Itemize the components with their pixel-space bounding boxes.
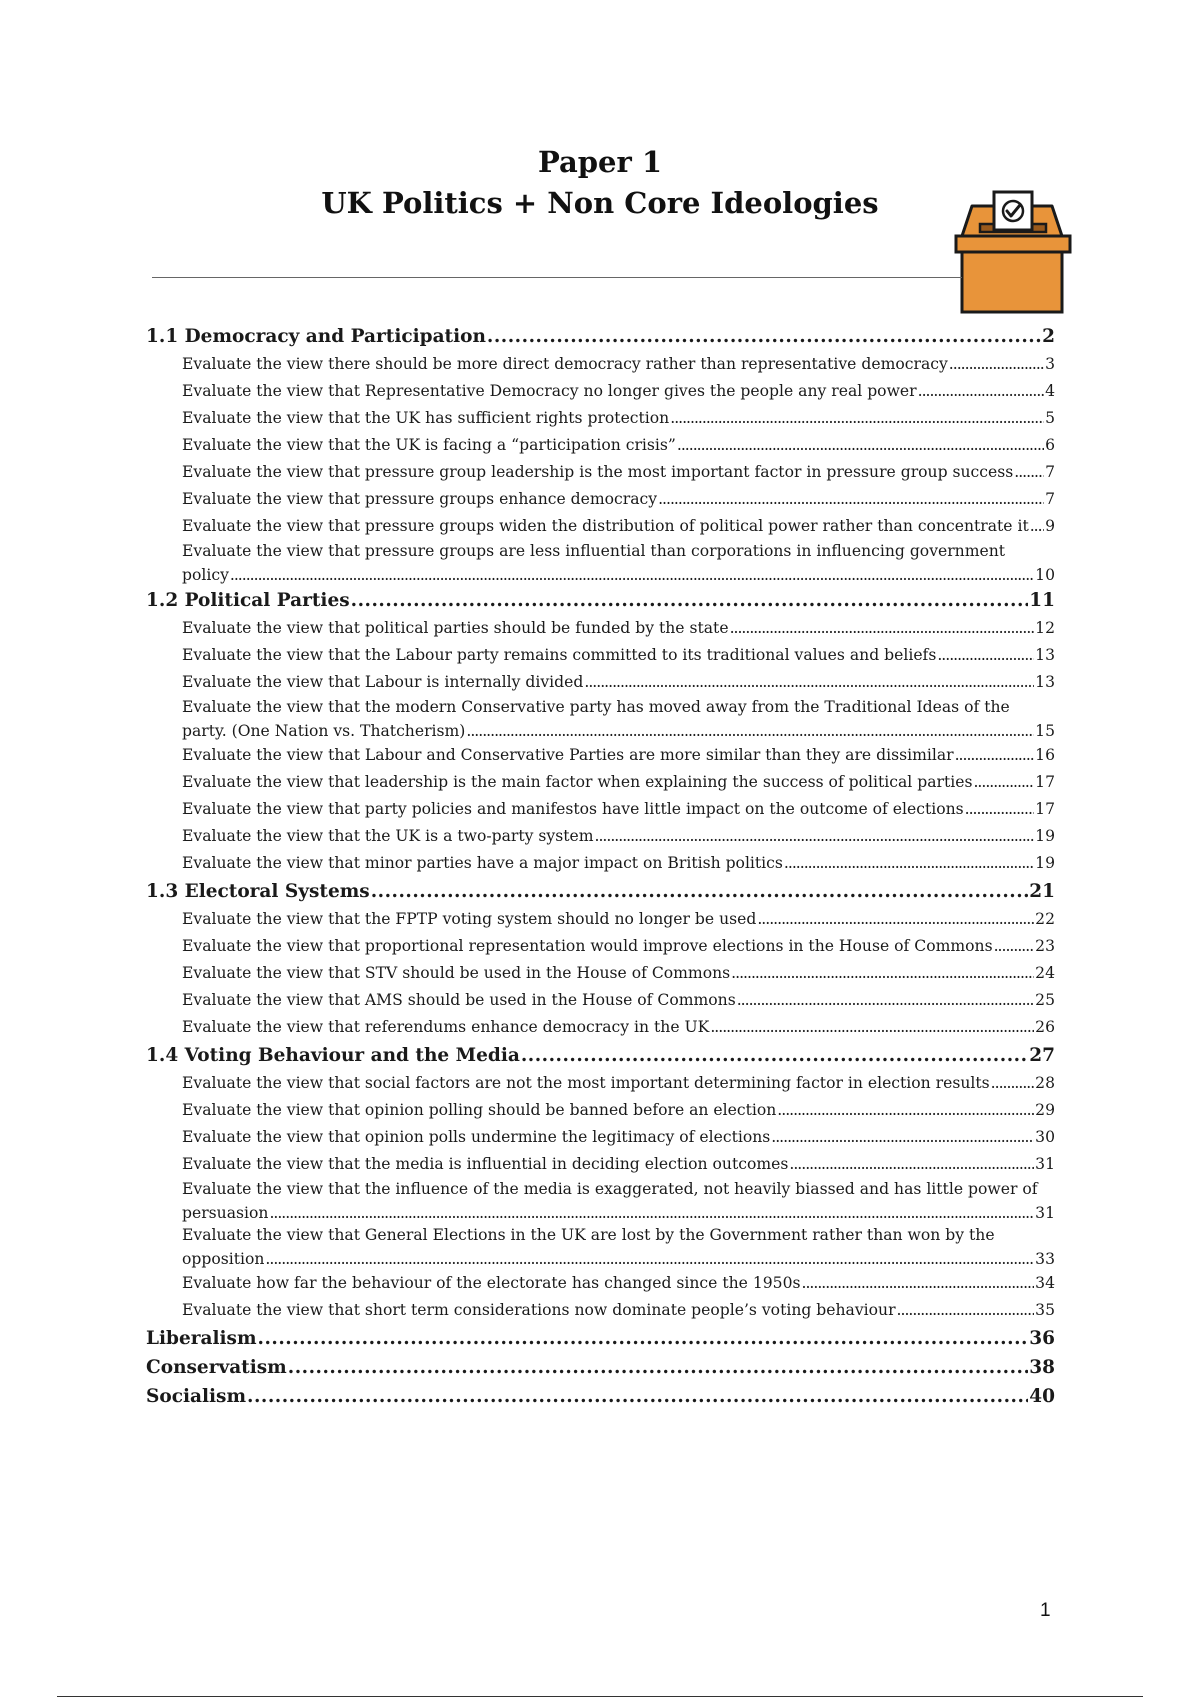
toc-entry[interactable]	[146, 1124, 1055, 1151]
toc-entry[interactable]	[146, 513, 1055, 540]
toc-entry-page: 6	[1045, 436, 1055, 454]
toc-entry-text: Evaluate the view that the modern Conservative party has moved away from the Traditional Ideas of the	[182, 698, 1010, 716]
toc-entry-text: Evaluate the view that the UK is a two-party system	[182, 827, 594, 845]
toc-section-page: 36	[1029, 1328, 1055, 1349]
toc-entry-text: Evaluate the view that minor parties have a major impact on British politics	[182, 854, 783, 872]
toc-entry[interactable]	[146, 742, 1055, 769]
toc-entry[interactable]	[146, 669, 1055, 696]
toc-section-page: 27	[1029, 1045, 1055, 1066]
toc-entry-page: 17	[1035, 800, 1055, 818]
toc-entry-text: Evaluate the view that the media is influential in deciding election outcomes	[182, 1155, 789, 1173]
dot-leader	[658, 486, 1044, 513]
toc-entry[interactable]	[146, 1014, 1055, 1041]
dot-leader	[955, 742, 1035, 769]
toc-entry-page: 16	[1035, 746, 1055, 764]
toc-entry-text: Evaluate the view that pressure group leadership is the most important factor in pressure group success	[182, 463, 1014, 481]
toc-entry[interactable]	[146, 1297, 1055, 1324]
toc-entry-text: Evaluate the view that party policies and manifestos have little impact on the outcome of elections	[182, 800, 964, 818]
toc-entry[interactable]	[146, 615, 1055, 642]
toc-entry[interactable]	[146, 960, 1055, 987]
toc-entry-text: Evaluate the view that political parties should be funded by the state	[182, 619, 729, 637]
ballot-box-band	[956, 236, 1070, 252]
dot-leader	[731, 960, 1034, 987]
toc-entry-text: Evaluate the view that pressure groups widen the distribution of political power rather than concentrate it	[182, 517, 1029, 535]
toc-entry-page: 31	[1035, 1155, 1055, 1173]
dot-leader	[973, 769, 1034, 796]
dot-leader	[730, 615, 1035, 642]
toc-entry-page: 35	[1035, 1301, 1055, 1319]
toc-entry-page: 28	[1035, 1074, 1055, 1092]
toc-entry-page: 19	[1035, 854, 1055, 872]
toc-entry[interactable]	[146, 823, 1055, 850]
dot-leader	[777, 1097, 1034, 1124]
dot-leader	[991, 1070, 1034, 1097]
dot-leader	[487, 322, 1041, 351]
toc-entry-page: 12	[1035, 619, 1055, 637]
toc-entry-page: 4	[1045, 382, 1055, 400]
toc-entry[interactable]	[146, 642, 1055, 669]
toc-entry[interactable]	[146, 796, 1055, 823]
toc-entry-page: 9	[1045, 517, 1055, 535]
dot-leader	[677, 432, 1044, 459]
toc-entry[interactable]	[146, 906, 1055, 933]
ballot-box-body	[962, 252, 1062, 312]
dot-leader	[897, 1297, 1035, 1324]
toc-entry-page: 34	[1035, 1274, 1055, 1292]
dot-leader	[230, 564, 1034, 586]
toc-section-socialism[interactable]	[146, 1382, 1055, 1411]
toc-entry-page: 3	[1045, 355, 1055, 373]
dot-leader	[371, 877, 1029, 906]
toc-entry[interactable]	[146, 378, 1055, 405]
toc-entry-text: Evaluate the view that the FPTP voting system should no longer be used	[182, 910, 757, 928]
toc-entry[interactable]	[146, 486, 1055, 513]
toc-entry-wrapped[interactable]	[146, 1178, 1055, 1224]
toc-entry-text-cont: opposition	[182, 1250, 265, 1268]
toc-entry-page: 23	[1035, 937, 1055, 955]
toc-entry-page: 19	[1035, 827, 1055, 845]
dot-leader	[771, 1124, 1034, 1151]
dot-leader	[784, 850, 1034, 877]
dot-leader	[757, 906, 1034, 933]
dot-leader	[789, 1151, 1034, 1178]
dot-leader	[802, 1270, 1035, 1297]
toc-entry-text: Evaluate the view that STV should be used in the House of Commons	[182, 964, 731, 982]
toc-entry-text-cont: policy	[182, 566, 229, 584]
dot-leader	[710, 1014, 1034, 1041]
toc-entry-page: 17	[1035, 773, 1055, 791]
toc-entry-text: Evaluate the view that pressure groups enhance democracy	[182, 490, 658, 508]
toc-section-page: 11	[1029, 590, 1055, 611]
dot-leader	[937, 642, 1034, 669]
dot-leader	[737, 987, 1034, 1014]
toc-entry-text: Evaluate how far the behaviour of the electorate has changed since the 1950s	[182, 1274, 801, 1292]
toc-entry-page: 26	[1035, 1018, 1055, 1036]
toc-entry-page: 24	[1035, 964, 1055, 982]
toc-entry[interactable]	[146, 432, 1055, 459]
toc-section-liberalism[interactable]	[146, 1324, 1055, 1353]
ballot-box-icon	[952, 190, 1074, 318]
toc-entry-page: 25	[1035, 991, 1055, 1009]
toc-entry-text: Evaluate the view there should be more direct democracy rather than representative democracy	[182, 355, 948, 373]
toc-section-1-3[interactable]	[146, 877, 1055, 906]
toc-entry-text: Evaluate the view that opinion polling should be banned before an election	[182, 1101, 777, 1119]
dot-leader	[949, 351, 1044, 378]
toc-entry[interactable]	[146, 850, 1055, 877]
header-divider	[152, 277, 962, 278]
toc-entry-text-cont: party. (One Nation vs. Thatcherism)	[182, 722, 466, 740]
toc-entry-text: Evaluate the view that Labour is internally divided	[182, 673, 584, 691]
toc-entry-page: 33	[1035, 1250, 1055, 1268]
dot-leader	[965, 796, 1035, 823]
dot-leader	[466, 720, 1034, 742]
toc-entry[interactable]	[146, 1097, 1055, 1124]
toc-section-title: Socialism	[146, 1386, 247, 1407]
toc-entry-wrapped[interactable]	[146, 1224, 1055, 1270]
toc-entry-text-cont: persuasion	[182, 1204, 269, 1222]
toc-entry-page: 13	[1035, 646, 1055, 664]
toc-entry-text: Evaluate the view that short term considerations now dominate people’s voting behaviour	[182, 1301, 896, 1319]
toc-entry-text: Evaluate the view that Representative Democracy no longer gives the people any real power	[182, 382, 917, 400]
toc-entry-text: Evaluate the view that AMS should be used in the House of Commons	[182, 991, 736, 1009]
toc-entry-page: 5	[1045, 409, 1055, 427]
toc-entry-wrapped[interactable]	[146, 540, 1055, 586]
dot-leader	[247, 1382, 1028, 1411]
toc-section-page: 2	[1042, 326, 1055, 347]
toc-section-title: Liberalism	[146, 1328, 257, 1349]
dot-leader	[288, 1353, 1029, 1382]
toc-entry-text: Evaluate the view that Labour and Conservative Parties are more similar than they are dissimilar	[182, 746, 954, 764]
toc-section-1-1[interactable]	[146, 322, 1055, 351]
toc-section-title: 1.1 Democracy and Participation	[146, 326, 486, 347]
toc-entry[interactable]	[146, 459, 1055, 486]
dot-leader	[584, 669, 1034, 696]
dot-leader	[595, 823, 1035, 850]
toc-section-page: 40	[1029, 1386, 1055, 1407]
toc-entry[interactable]	[146, 987, 1055, 1014]
toc-entry[interactable]	[146, 405, 1055, 432]
toc-entry[interactable]	[146, 1070, 1055, 1097]
toc-entry-text: Evaluate the view that pressure groups are less influential than corporations in influencing government	[182, 542, 1006, 560]
toc-section-title: 1.2 Political Parties	[146, 590, 350, 611]
toc-entry-text: Evaluate the view that General Elections in the UK are lost by the Government rather than won by the	[182, 1226, 995, 1244]
toc-entry-page: 10	[1035, 566, 1055, 584]
title-line-2: UK Politics + Non Core Ideologies	[321, 186, 879, 220]
dot-leader	[994, 933, 1035, 960]
toc-section-title: Conservatism	[146, 1357, 287, 1378]
toc-section-1-2[interactable]	[146, 586, 1055, 615]
toc-entry[interactable]	[146, 1151, 1055, 1178]
toc-entry-text: Evaluate the view that referendums enhance democracy in the UK	[182, 1018, 710, 1036]
dot-leader	[269, 1202, 1034, 1224]
toc-entry-text: Evaluate the view that proportional representation would improve elections in the House of Commons	[182, 937, 993, 955]
dot-leader	[258, 1324, 1029, 1353]
toc-entry-text: Evaluate the view that opinion polls undermine the legitimacy of elections	[182, 1128, 771, 1146]
toc-entry-page: 31	[1035, 1204, 1055, 1222]
dot-leader	[351, 586, 1029, 615]
toc-section-page: 38	[1029, 1357, 1055, 1378]
dot-leader	[521, 1041, 1028, 1070]
toc-entry-page: 15	[1035, 722, 1055, 740]
toc-entry[interactable]	[146, 1270, 1055, 1297]
toc-entry-text: Evaluate the view that social factors are not the most important determining factor in election results	[182, 1074, 990, 1092]
toc-entry[interactable]	[146, 769, 1055, 796]
page-number: 1	[1040, 1600, 1051, 1621]
toc-section-1-4[interactable]	[146, 1041, 1055, 1070]
footer-divider	[57, 1696, 1143, 1697]
toc-entry-page: 30	[1035, 1128, 1055, 1146]
dot-leader	[1030, 513, 1044, 540]
toc-section-title: 1.4 Voting Behaviour and the Media	[146, 1045, 520, 1066]
toc-entry-wrapped[interactable]	[146, 696, 1055, 742]
toc-entry[interactable]	[146, 351, 1055, 378]
toc-section-title: 1.3 Electoral Systems	[146, 881, 370, 902]
table-of-contents	[146, 322, 1055, 1411]
toc-section-conservatism[interactable]	[146, 1353, 1055, 1382]
toc-entry-page: 29	[1035, 1101, 1055, 1119]
dot-leader	[1014, 459, 1044, 486]
toc-section-page: 21	[1029, 881, 1055, 902]
dot-leader	[918, 378, 1044, 405]
toc-entry-page: 7	[1045, 463, 1055, 481]
dot-leader	[265, 1248, 1034, 1270]
toc-entry-page: 22	[1035, 910, 1055, 928]
toc-entry-text: Evaluate the view that the influence of the media is exaggerated, not heavily biassed and has little power of	[182, 1180, 1038, 1198]
toc-entry-page: 7	[1045, 490, 1055, 508]
toc-entry-text: Evaluate the view that leadership is the main factor when explaining the success of political parties	[182, 773, 973, 791]
toc-entry-page: 13	[1035, 673, 1055, 691]
toc-entry-text: Evaluate the view that the UK is facing a “participation crisis”	[182, 436, 676, 454]
title-line-1: Paper 1	[537, 145, 663, 179]
toc-entry[interactable]	[146, 933, 1055, 960]
toc-entry-text: Evaluate the view that the Labour party remains committed to its traditional values and beliefs	[182, 646, 937, 664]
dot-leader	[670, 405, 1044, 432]
toc-entry-text: Evaluate the view that the UK has sufficient rights protection	[182, 409, 670, 427]
